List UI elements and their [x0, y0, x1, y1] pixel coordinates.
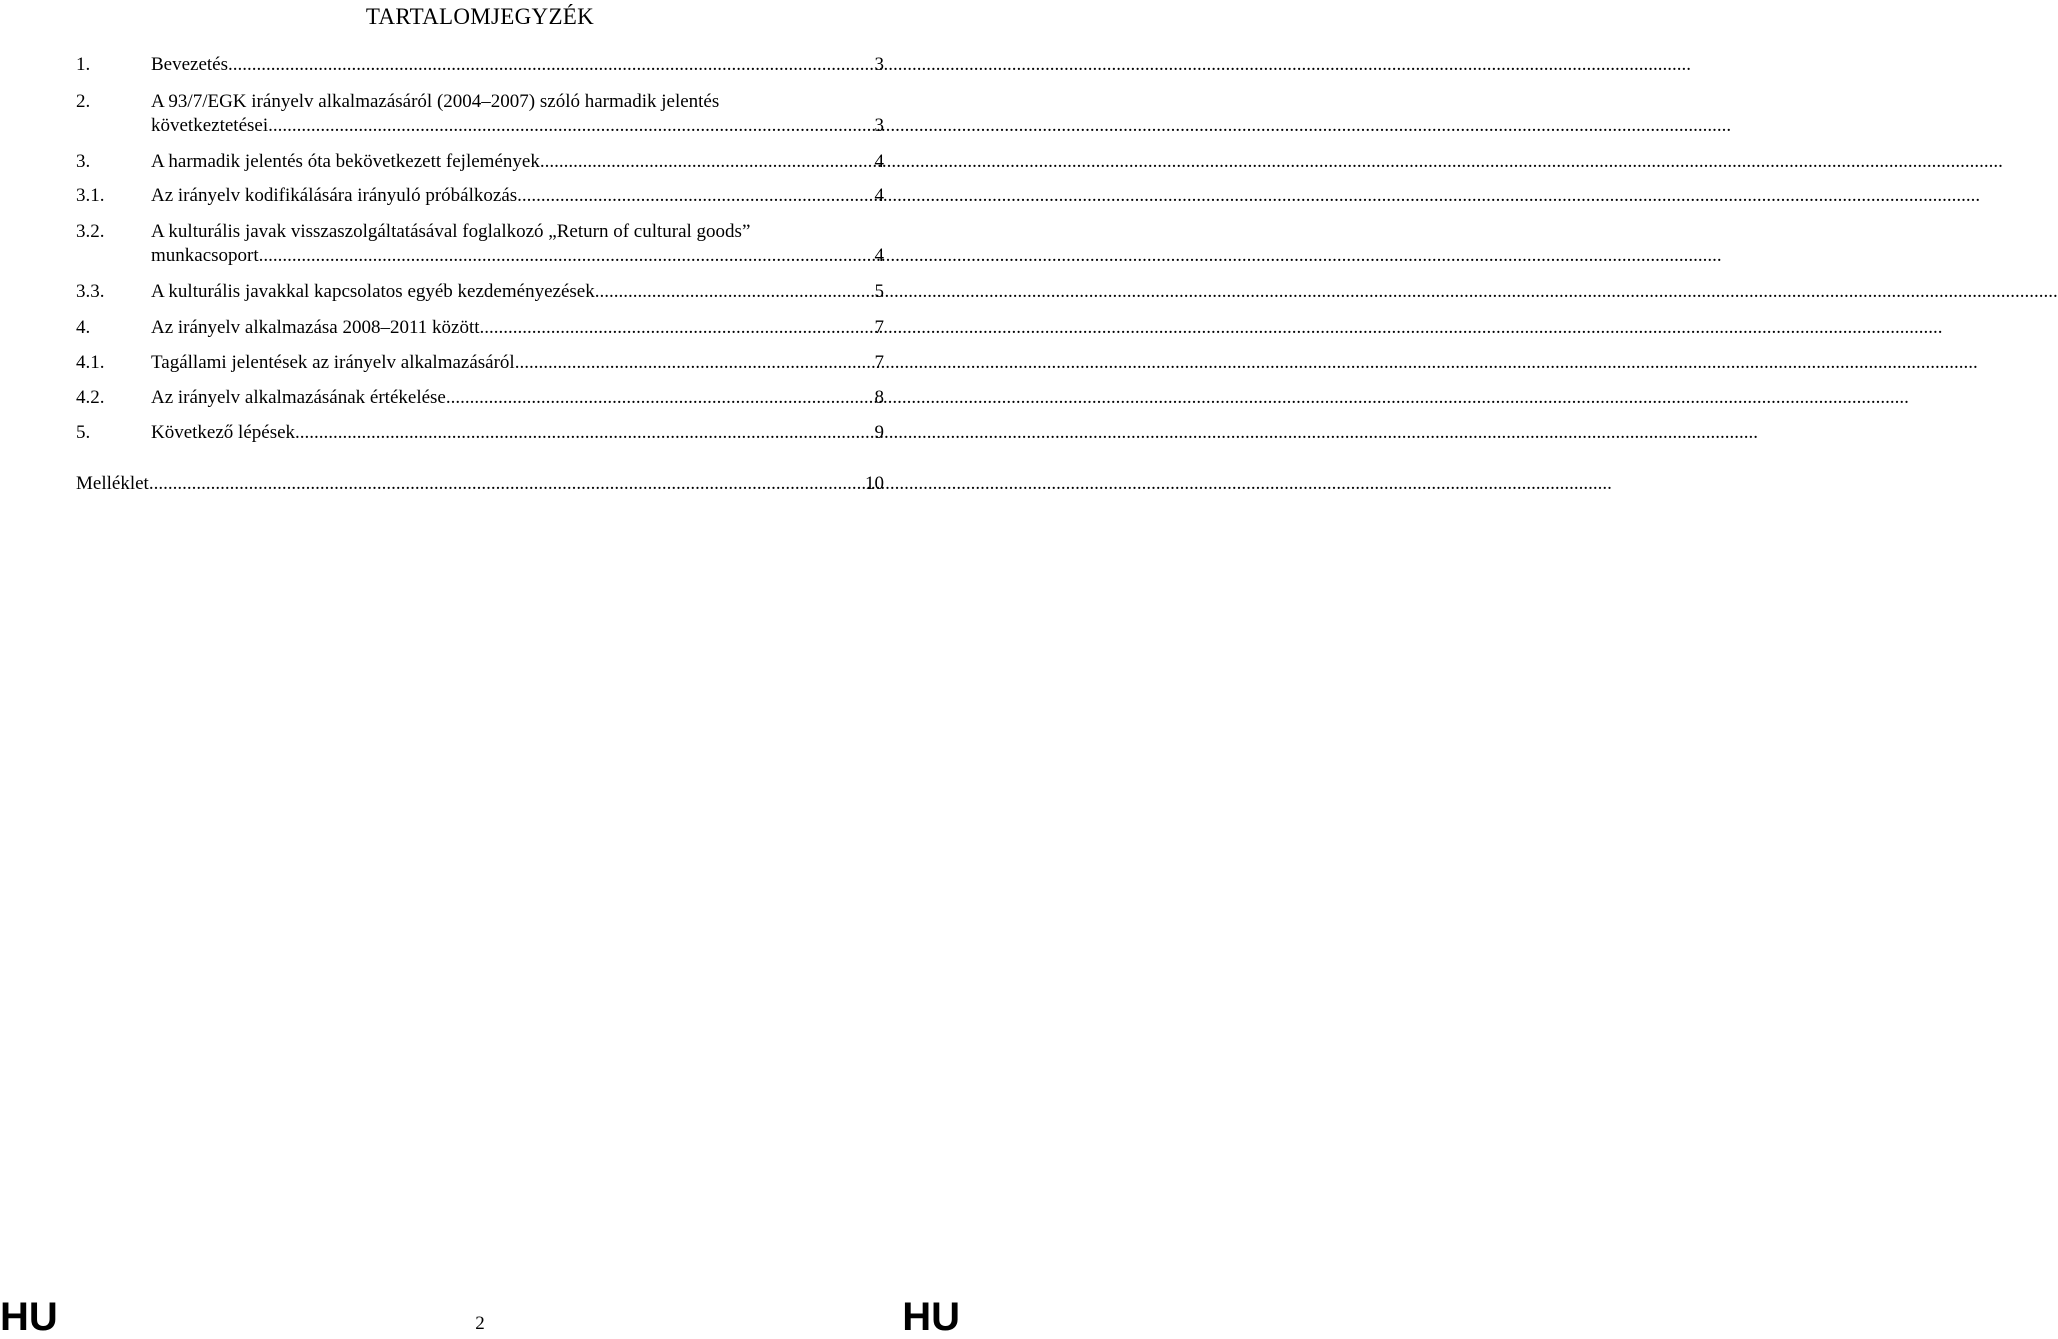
- toc-entry-title: Az irányelv alkalmazásának értékelése: [151, 387, 446, 408]
- toc-entry-number: 3.: [76, 151, 91, 172]
- toc-entry[interactable]: [76, 91, 884, 137]
- toc-leader-dots: [595, 281, 871, 303]
- toc-entry[interactable]: [76, 151, 884, 173]
- toc-leader-dots: [446, 387, 871, 409]
- toc-entry-line: [151, 151, 884, 173]
- toc-entry-line: [151, 422, 884, 444]
- toc-entry-page: 7: [874, 352, 884, 373]
- toc-entry-page: 4: [874, 151, 884, 172]
- toc-entry-body: [151, 151, 884, 173]
- toc-entry-body: [151, 91, 884, 137]
- toc-leader-dots: [540, 151, 871, 173]
- footer-language-left: HU: [0, 1295, 58, 1339]
- toc-entry-number: 5.: [76, 422, 91, 443]
- toc-entry[interactable]: [76, 54, 884, 76]
- toc-entry-line: [151, 115, 884, 137]
- toc-entry-line: [151, 387, 884, 409]
- toc-entry-title-line: A 93/7/EGK irányelv alkalmazásáról (2004–2007) szóló harmadik jelentés: [151, 91, 720, 112]
- toc-entry-body: [151, 54, 884, 76]
- footer-language-right: HU: [902, 1295, 960, 1339]
- toc-entry-line: [151, 352, 884, 374]
- toc-entry-label: Melléklet: [76, 473, 149, 494]
- toc-entry-page: 10: [865, 473, 884, 494]
- toc-leader-dots: [228, 54, 870, 76]
- toc-entry[interactable]: [76, 185, 884, 207]
- toc-leader-dots: [517, 185, 870, 207]
- toc-entry-number: 4.2.: [76, 387, 105, 408]
- toc-entry-title: Az irányelv kodifikálására irányuló próbálkozás: [151, 185, 518, 206]
- toc-entry[interactable]: [76, 387, 884, 409]
- toc-entry[interactable]: [76, 221, 884, 267]
- toc-entry-title: következtetései: [151, 115, 269, 136]
- toc-entry-line: [151, 54, 884, 76]
- page-title: TARTALOMJEGYZÉK: [365, 4, 595, 29]
- toc-entry-line: [151, 317, 884, 339]
- toc-entry-body: [151, 281, 884, 303]
- toc-entry-number: 1.: [76, 54, 91, 75]
- toc-entry-page: 8: [874, 387, 884, 408]
- toc-entry[interactable]: [76, 281, 884, 303]
- toc-entry-title: munkacsoport: [151, 245, 259, 266]
- toc-entry-title: Az irányelv alkalmazása 2008–2011 között: [151, 317, 480, 338]
- toc-entry[interactable]: [76, 352, 884, 374]
- toc-entry-body: [151, 317, 884, 339]
- toc-leader-dots: [268, 115, 870, 137]
- toc-entry-number: 3.3.: [76, 281, 105, 302]
- toc-entry-page: 9: [874, 422, 884, 443]
- toc-leader-dots: [259, 245, 871, 267]
- toc-entry-page: 3: [874, 54, 884, 75]
- toc-leader-dots: [515, 352, 871, 374]
- toc-entry-title: Következő lépések: [151, 422, 296, 443]
- toc-entry-line: [151, 245, 884, 267]
- toc-entry-number: 3.1.: [76, 185, 105, 206]
- toc-entry-body: [151, 352, 884, 374]
- page-number: 2: [475, 1313, 485, 1334]
- toc-entry-number: 4.1.: [76, 352, 105, 373]
- toc-entry-page: 3: [874, 115, 884, 136]
- toc-entry-line: [151, 185, 884, 207]
- toc-entry-annex[interactable]: [76, 473, 884, 495]
- toc-entry-line: [151, 281, 884, 303]
- toc-entry-page: 4: [874, 185, 884, 206]
- toc-entry-title: A kulturális javakkal kapcsolatos egyéb kezdeményezések: [151, 281, 595, 302]
- toc-entry-body: [151, 387, 884, 409]
- toc-entry-page: 7: [874, 317, 884, 338]
- toc-leader-dots: [295, 422, 870, 444]
- toc-entry[interactable]: [76, 317, 884, 339]
- toc-leader-dots: [480, 317, 871, 339]
- toc-entry-number: 3.2.: [76, 221, 105, 242]
- toc-entry-number: 4.: [76, 317, 91, 338]
- toc-entry-page: 5: [874, 281, 884, 302]
- toc-entry[interactable]: [76, 422, 884, 444]
- toc-entry-title: A harmadik jelentés óta bekövetkezett fejlemények: [151, 151, 540, 172]
- toc-entry-number: 2.: [76, 91, 91, 112]
- toc-entry-page: 4: [874, 245, 884, 266]
- toc-entry-title: Bevezetés: [151, 54, 229, 75]
- toc-leader-dots: [149, 473, 861, 495]
- toc-entry-body: [151, 422, 884, 444]
- toc-entry-title-line: A kulturális javak visszaszolgáltatásával foglalkozó „Return of cultural goods”: [151, 221, 751, 242]
- toc-entry-title: Tagállami jelentések az irányelv alkalmazásáról: [151, 352, 515, 373]
- toc-entry-body: [151, 185, 884, 207]
- toc-entry-body: [151, 221, 884, 267]
